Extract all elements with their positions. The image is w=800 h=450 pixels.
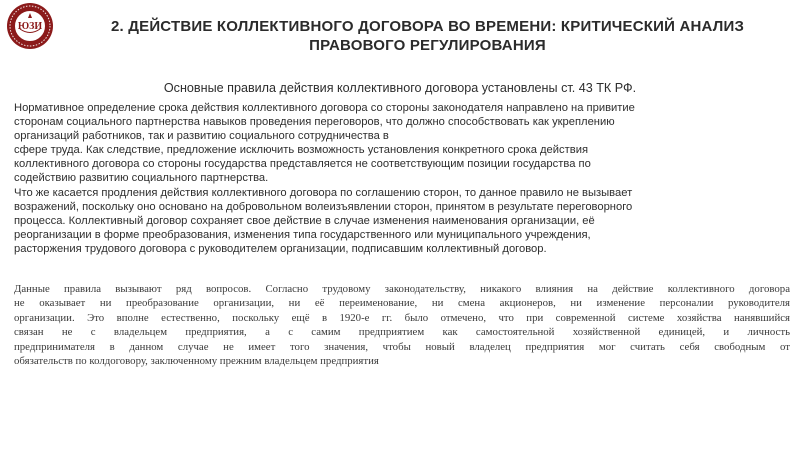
paragraph-line: коллективного договора со стороны государства представляется не соответствующим позиции государства по: [14, 158, 591, 171]
paragraph-line: сфере труда. Как следствие, предложение исключить возможность установления конкретного срока действия: [14, 144, 589, 157]
commentary-line: предпринимателя в данном случае не имеет того значения, чтобы новый владелец предприятия мог считать себя свободным от: [14, 340, 790, 353]
commentary-line: не оказывает ни преобразование организации, ни её переименование, ни смена акционеров, ни изменение персоналии руководителя: [14, 297, 790, 310]
slide-title-line-1: 2. ДЕЙСТВИЕ КОЛЛЕКТИВНОГО ДОГОВОРА ВО ВРЕМЕНИ: КРИТИЧЕСКИЙ АНАЛИЗ: [110, 18, 745, 35]
commentary-line: организации. Это вполне естественно, поскольку ещё в 1920-е гг. было отмечено, что при современной системе хозяйства нанявшийся: [14, 311, 790, 324]
slide-title-line-2: ПРАВОВОГО РЕГУЛИРОВАНИЯ: [309, 37, 546, 54]
paragraph-line: Нормативное определение срока действия коллективного договора со стороны законодателя направлено на привитие: [14, 102, 635, 114]
svg-text:ЮЗИ: ЮЗИ: [17, 21, 43, 32]
paragraph-line: процесса. Коллективный договор сохраняет свое действие в случае изменения наименования организации, её: [14, 214, 595, 227]
commentary-line: Данные правила вызывают ряд вопросов. Согласно трудовому законодательству, никакого влияния на действие коллективного договора: [14, 283, 790, 295]
paragraph-line: содействию развитию социального партнерства.: [14, 172, 269, 185]
intro-sentence: Основные правила действия коллективного договора установлены ст. 43 ТК РФ.: [163, 81, 637, 95]
paragraph-line: возражений, поскольку оно основано на добровольном волеизъявлении сторон, принятом в результате переговорного: [14, 200, 633, 213]
paragraph-line: сторонам социального партнерства навыков проведения переговоров, что должно способствовать как укреплению: [14, 116, 615, 129]
paragraph-line: Что же касается продления действия коллективного договора по соглашению сторон, то данное правило не вызывает: [14, 186, 633, 199]
commentary-line: обязательств по колдоговору, заключенному прежним владельцем предприятия: [14, 355, 379, 368]
paragraph-line: расторжения трудового договора с руководителем организации, подписавшим коллективный договор.: [14, 242, 547, 255]
commentary-line: связан не с владельцем предприятия, а с самим предприятием как самостоятельной хозяйственной единицей, и личность: [14, 326, 790, 339]
paragraph-line: реорганизации в форме преобразования, изменения типа государственного или муниципального учреждения,: [14, 228, 591, 241]
slide-title: [60, 17, 795, 55]
university-seal-logo: [6, 2, 54, 50]
paragraph-line: организаций работников, так и развитию социального сотрудничества в: [14, 130, 389, 143]
main-paragraph: [14, 101, 794, 256]
commentary-paragraph: [14, 282, 790, 368]
